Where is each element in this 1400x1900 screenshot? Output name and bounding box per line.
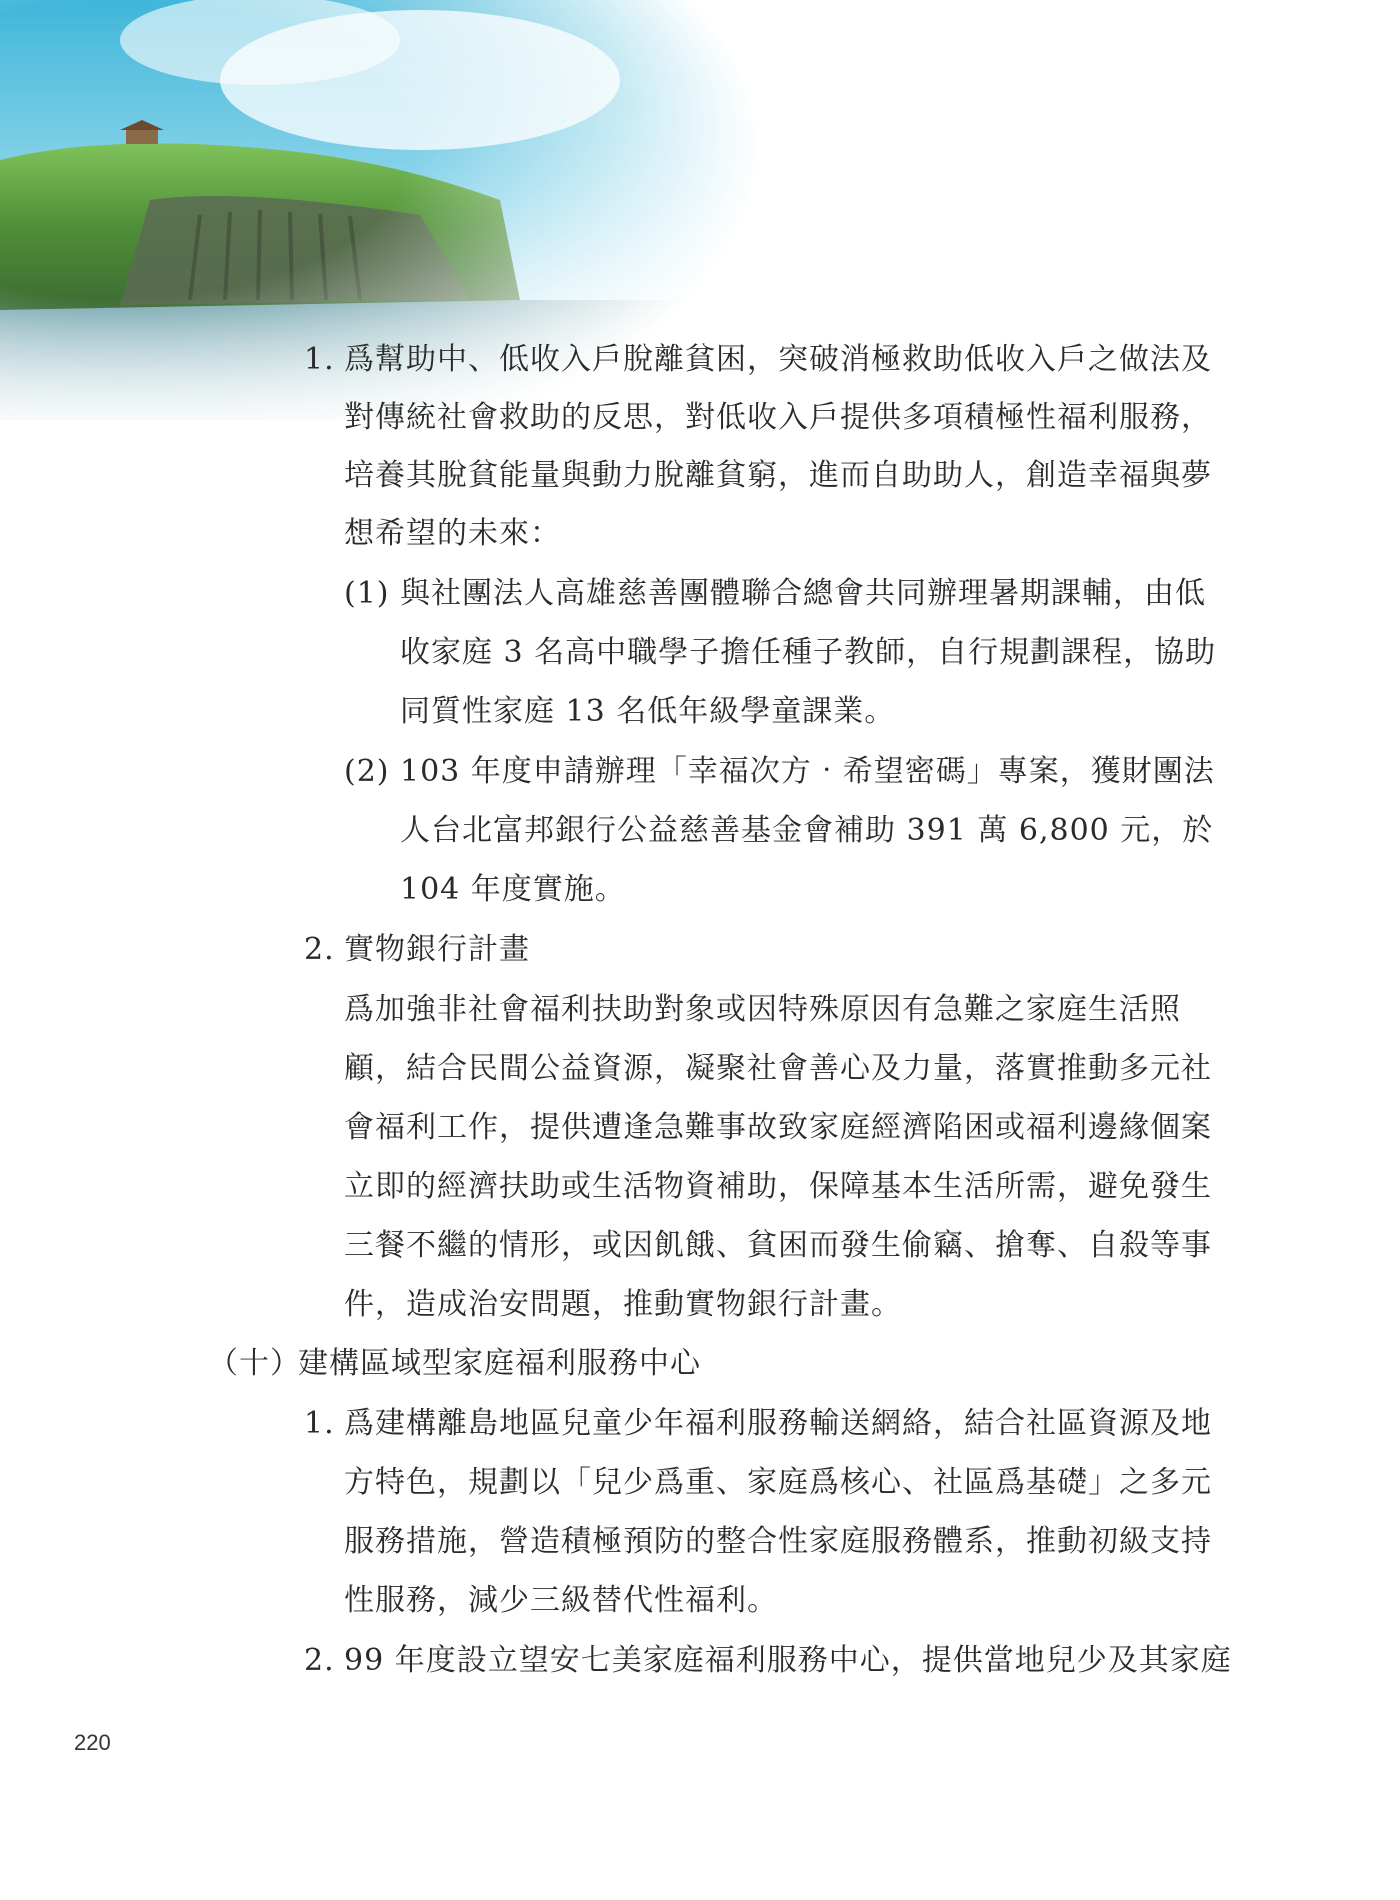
item-2-line: 爲加強非社會福利扶助對象或因特殊原因有急難之家庭生活照 xyxy=(344,992,1181,1027)
item-1-marker: 1. xyxy=(304,342,335,377)
item-2-marker: 2. xyxy=(304,932,335,967)
page-number: 220 xyxy=(74,1730,111,1755)
item-1-line: 培養其脫貧能量與動力脫離貧窮，進而自助助人，創造幸福與夢 xyxy=(344,458,1212,493)
section-10-heading: 建構區域型家庭福利服務中心 xyxy=(298,1346,701,1381)
section-10-item-1-line: 爲建構離島地區兒童少年福利服務輸送網絡，結合社區資源及地 xyxy=(344,1406,1212,1441)
subitem-2-marker: (2) xyxy=(344,754,390,789)
item-1-line: 想希望的未來： xyxy=(344,516,561,551)
subitem-2-line: 人台北富邦銀行公益慈善基金會補助 391 萬 6,800 元，於 xyxy=(400,813,1214,848)
item-2-heading: 實物銀行計畫 xyxy=(344,932,530,967)
item-2-line: 三餐不繼的情形，或因飢餓、貧困而發生偷竊、搶奪、自殺等事 xyxy=(344,1228,1212,1263)
item-2-line: 立即的經濟扶助或生活物資補助，保障基本生活所需，避免發生 xyxy=(344,1169,1212,1204)
item-2-line: 顧，結合民間公益資源，凝聚社會善心及力量，落實推動多元社 xyxy=(344,1051,1212,1086)
subitem-1-line: 與社團法人高雄慈善團體聯合總會共同辦理暑期課輔，由低 xyxy=(400,576,1206,611)
section-10-item-2-line: 99 年度設立望安七美家庭福利服務中心，提供當地兒少及其家庭 xyxy=(344,1643,1232,1678)
item-2-line: 會福利工作，提供遭逢急難事故致家庭經濟陷困或福利邊緣個案 xyxy=(344,1110,1212,1145)
subitem-1-marker: (1) xyxy=(344,576,390,611)
subitem-1-line: 收家庭 3 名高中職學子擔任種子教師，自行規劃課程，協助 xyxy=(400,635,1217,670)
item-2-line: 件，造成治安問題，推動實物銀行計畫。 xyxy=(344,1287,902,1322)
subitem-2-line: 103 年度申請辦理「幸福次方‧希望密碼」專案，獲財團法 xyxy=(400,754,1215,789)
section-10-item-1-line: 性服務，減少三級替代性福利。 xyxy=(344,1583,778,1618)
section-10-marker: （十） xyxy=(208,1346,301,1381)
section-10-item-1-marker: 1. xyxy=(304,1406,335,1441)
item-1-line: 對傳統社會救助的反思，對低收入戶提供多項積極性福利服務， xyxy=(344,400,1212,435)
section-10-item-2-marker: 2. xyxy=(304,1643,335,1678)
section-10-item-1-line: 服務措施，營造積極預防的整合性家庭服務體系，推動初級支持 xyxy=(344,1524,1212,1559)
subitem-2-line: 104 年度實施。 xyxy=(400,872,626,907)
item-1-line: 爲幫助中、低收入戶脫離貧困，突破消極救助低收入戶之做法及 xyxy=(344,342,1212,377)
subitem-1-line: 同質性家庭 13 名低年級學童課業。 xyxy=(400,694,896,729)
section-10-item-1-line: 方特色，規劃以「兒少爲重、家庭爲核心、社區爲基礎」之多元 xyxy=(344,1465,1212,1500)
